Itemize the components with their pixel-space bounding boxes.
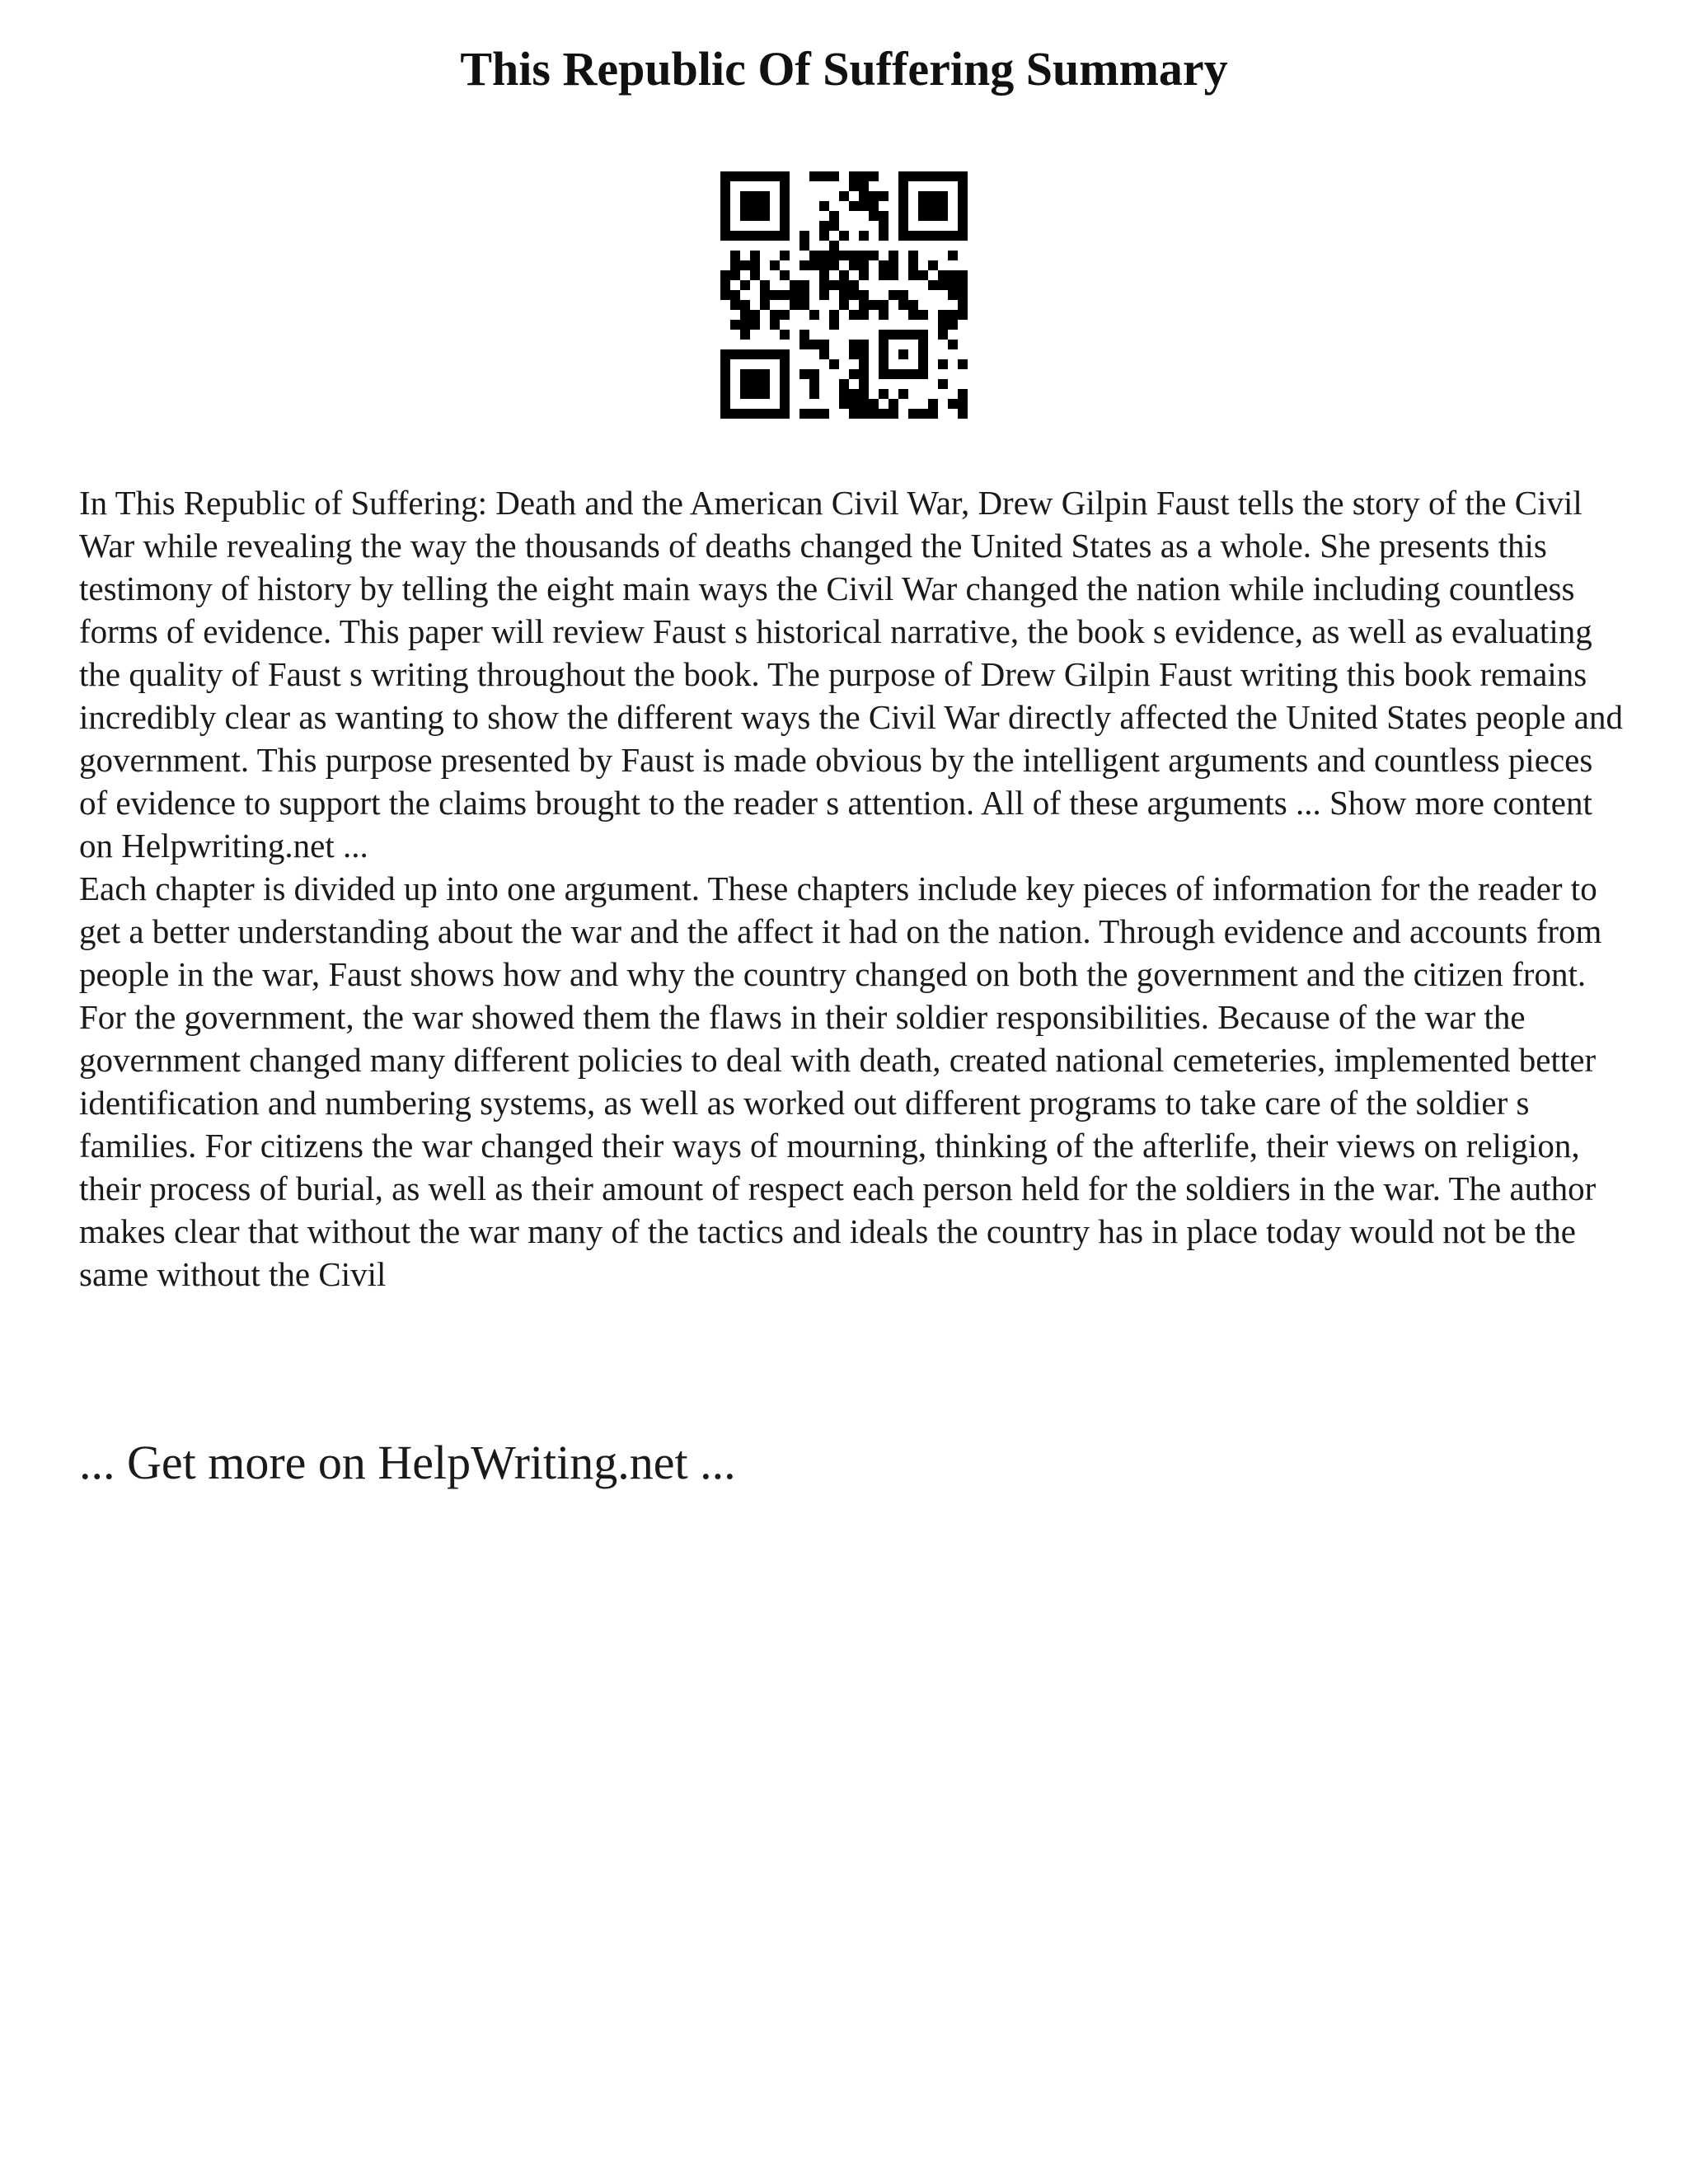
paragraph-1: In This Republic of Suffering: Death and the American Civil War, Drew Gilpin Faust tells the story of the Civil War while revealing the way the thousands of deaths changed the United States as a whole. She presents this testimony of history by telling the eight main ways the Civil War changed the nation while including countless forms of evidence. This paper will review Faust s historical narrative, the book s evidence, as well as evaluating the quality of Faust s writing throughout the book. The purpose of Drew Gilpin Faust writing this book remains incredibly clear as wanting to show the different ways the Civil War directly affected the United States people and government. This purpose presented by Faust is made obvious by the intelligent arguments and countless pieces of evidence to support the claims brought to the reader s attention. All of these arguments ... Show more content on Helpwriting.net ... bbox=[79, 484, 1624, 865]
paragraph-2: Each chapter is divided up into one argument. These chapters include key pieces of information for the reader to get a better understanding about the war and the affect it had on the nation. Through evidence and accounts from people in the war, Faust shows how and why the country changed on both the government and the citizen front. For the government, the war showed them the flaws in their soldier responsibilities. Because of the war the government changed many different policies to deal with death, created national cemeteries, implemented better identification and numbering systems, as well as worked out different programs to take care of the soldier s families. For citizens the war changed their ways of mourning, thinking of the afterlife, their views on religion, their process of burial, as well as their amount of respect each person held for the soldiers in the war. The author makes clear that without the war many of the tactics and ideals the country has in place today would not be the same without the Civil bbox=[79, 869, 1602, 1293]
qr-code-icon bbox=[720, 171, 968, 419]
article-body bbox=[79, 481, 1629, 1296]
get-more-link[interactable]: ... Get more on HelpWriting.net ... bbox=[79, 1436, 736, 1489]
page-title: This Republic Of Suffering Summary bbox=[460, 42, 1228, 96]
